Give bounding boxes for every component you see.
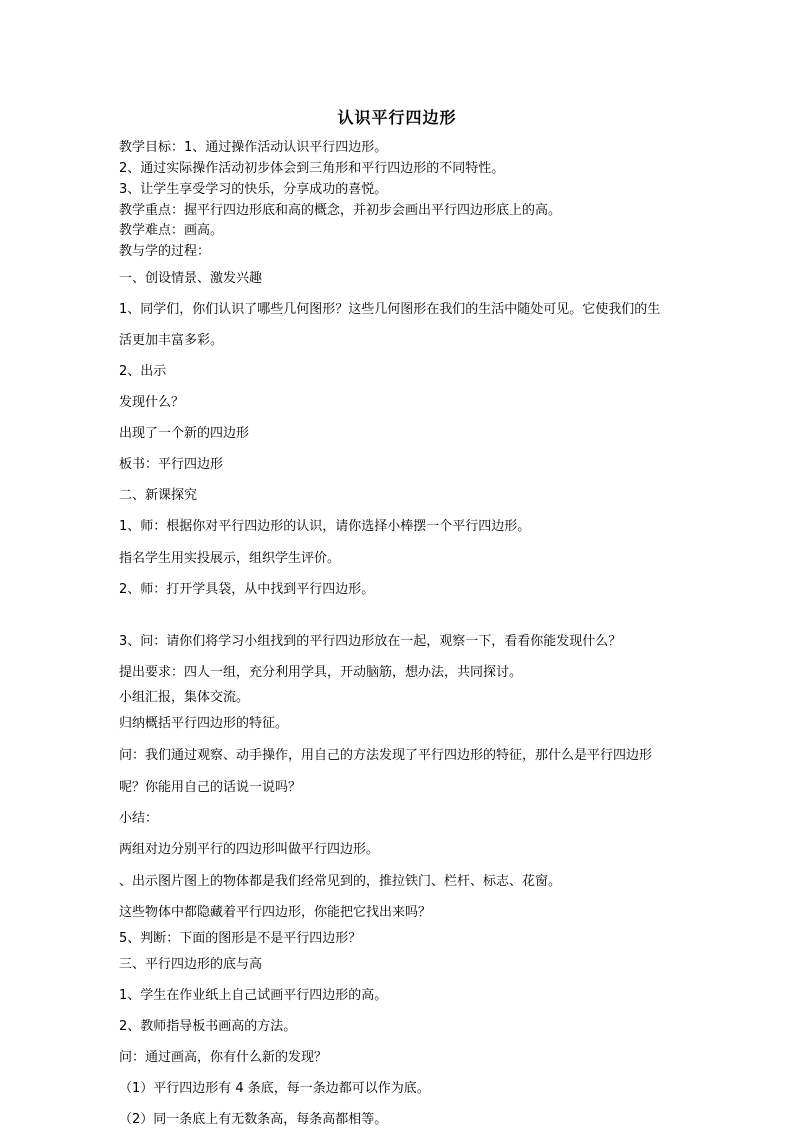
text-line: 1、同学们，你们认识了哪些几何图形？这些几何图形在我们的生活中随处可见。它使我们的生 bbox=[119, 302, 661, 317]
text-line: 发现什么？ bbox=[119, 395, 185, 410]
text-line: 出现了一个新的四边形 bbox=[119, 426, 250, 441]
text-line: 5、判断：下面的图形是不是平行四边形？ bbox=[119, 931, 362, 946]
document-title: 认识平行四边形 bbox=[337, 108, 457, 127]
text-line: 问：我们通过观察、动手操作，用自己的方法发现了平行四边形的特征，那什么是平行四边形 bbox=[119, 748, 653, 763]
text-line: 两组对边分别平行的四边形叫做平行四边形。 bbox=[119, 842, 380, 857]
text-line: 呢？你能用自己的话说一说吗？ bbox=[119, 780, 302, 795]
text-line: 2、师：打开学具袋，从中找到平行四边形。 bbox=[119, 582, 375, 597]
text-line: 、出示图片图上的物体都是我们经常见到的，推拉铁门、栏杆、标志、花窗。 bbox=[119, 874, 562, 889]
text-line: 指名学生用实投展示，组织学生评价。 bbox=[119, 551, 341, 566]
text-line: 2、教师指导板书画高的方法。 bbox=[119, 1019, 297, 1034]
text-line: 教学难点：画高。 bbox=[119, 223, 224, 238]
text-line: 一、创设情景、激发兴趣 bbox=[119, 271, 263, 286]
text-line: 板书：平行四边形 bbox=[119, 457, 224, 472]
text-line: 教与学的过程： bbox=[119, 244, 211, 259]
text-line: 问：通过画高，你有什么新的发现？ bbox=[119, 1050, 328, 1065]
text-line: 二、新课探究 bbox=[119, 488, 198, 503]
text-line: （1）平行四边形有 4 条底，每一条边都可以作为底。 bbox=[119, 1081, 430, 1096]
text-line: 活更加丰富多彩。 bbox=[119, 333, 224, 348]
text-line: 提出要求：四人一组，充分利用学具，开动脑筋，想办法，共同探讨。 bbox=[119, 665, 523, 680]
text-line: 2、出示 bbox=[119, 364, 167, 379]
text-line: 3、问：请你们将学习小组找到的平行四边形放在一起，观察一下，看看你能发现什么？ bbox=[119, 634, 622, 649]
text-line: （2）同一条底上有无数条高，每条高都相等。 bbox=[119, 1112, 388, 1127]
text-line: 教学目标：1、通过操作活动认识平行四边形。 bbox=[119, 140, 388, 155]
text-line: 教学重点：握平行四边形底和高的概念，并初步会画出平行四边形底上的高。 bbox=[119, 203, 562, 218]
text-line: 归纳概括平行四边形的特征。 bbox=[119, 716, 289, 731]
text-line: 2、通过实际操作活动初步体会到三角形和平行四边形的不同特性。 bbox=[119, 161, 505, 176]
text-line: 1、师：根据你对平行四边形的认识，请你选择小棒摆一个平行四边形。 bbox=[119, 519, 531, 534]
text-line: 三、平行四边形的底与高 bbox=[119, 957, 263, 972]
text-line: 小组汇报，集体交流。 bbox=[119, 690, 250, 705]
text-line: 1、学生在作业纸上自己试画平行四边形的高。 bbox=[119, 988, 388, 1003]
text-line: 3、让学生享受学习的快乐，分享成功的喜悦。 bbox=[119, 182, 388, 197]
text-line: 小结： bbox=[119, 811, 159, 826]
text-line: 这些物体中都隐藏着平行四边形，你能把它找出来吗？ bbox=[119, 905, 432, 920]
